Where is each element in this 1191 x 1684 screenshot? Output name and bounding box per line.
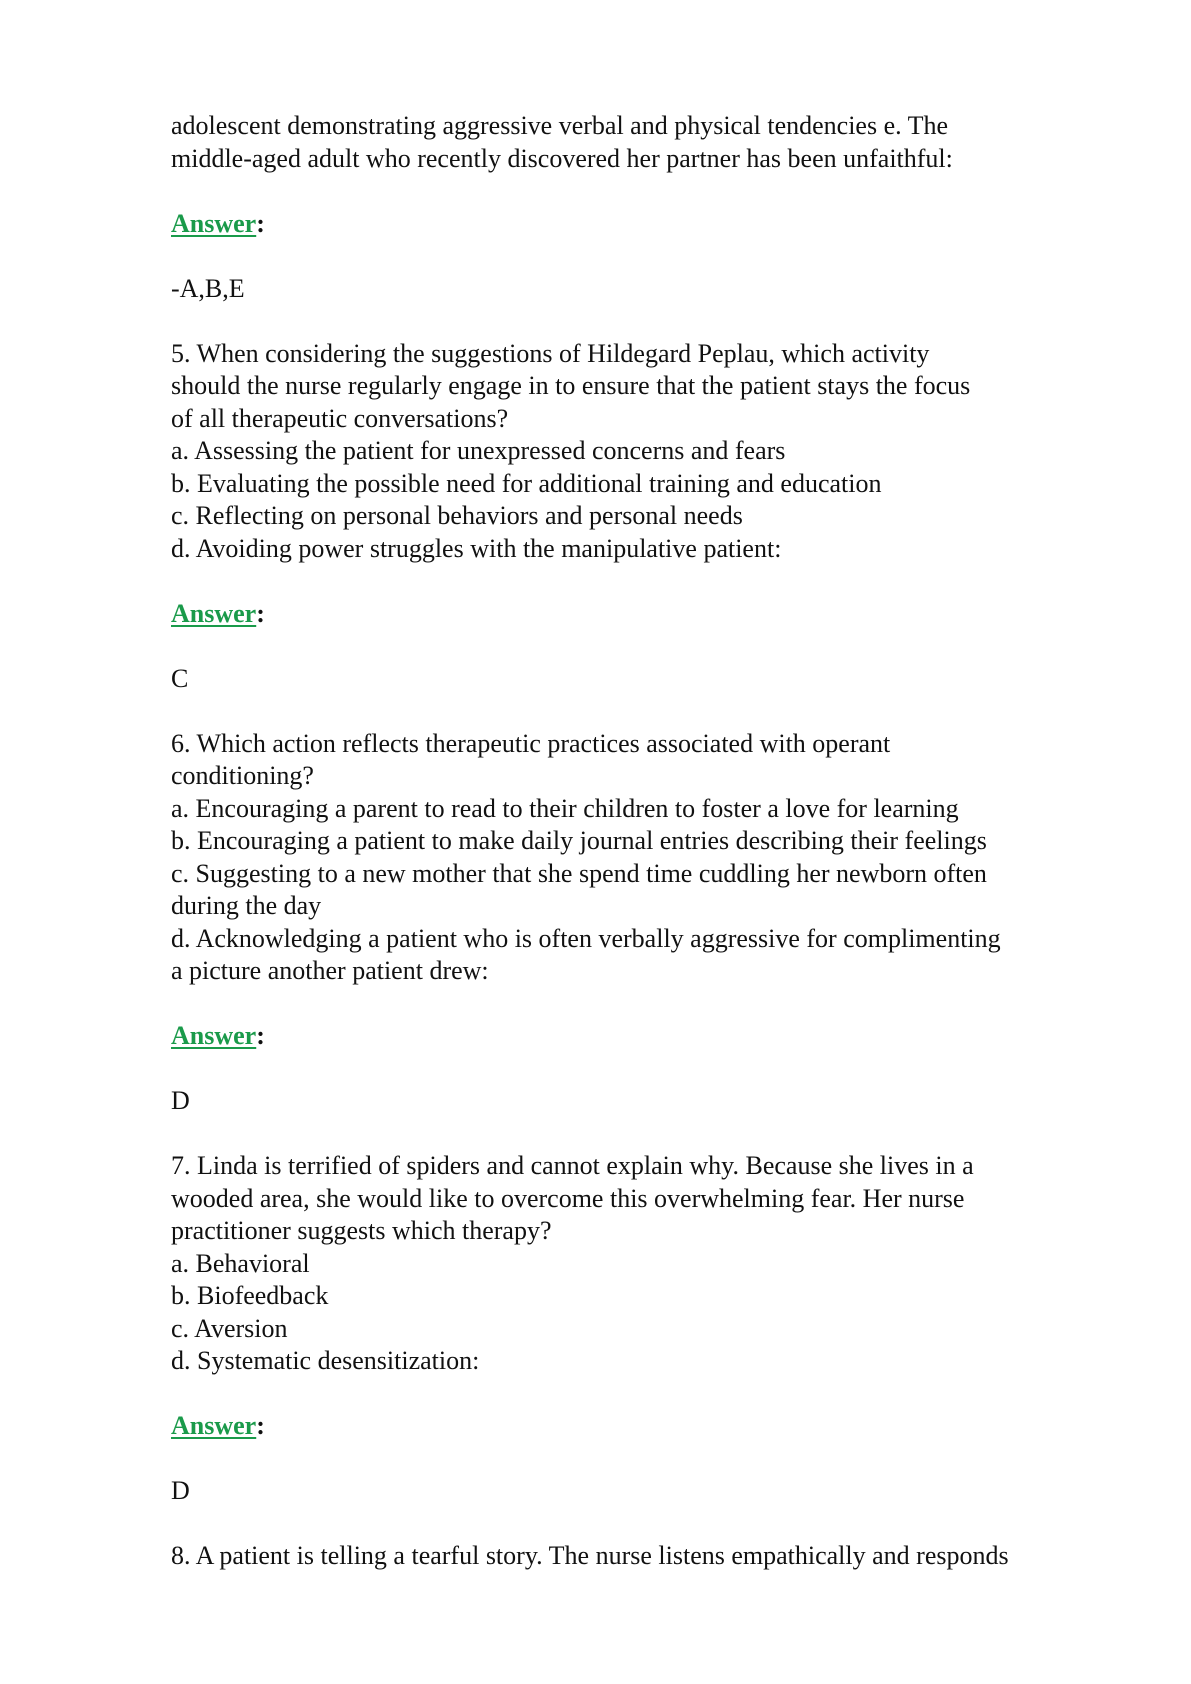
answer-colon: :: [256, 1021, 265, 1050]
question-text: should the nurse regularly engage in to ensure that the patient stays the focus: [171, 371, 971, 400]
question-text: conditioning?: [171, 761, 314, 790]
answer-heading: [171, 1020, 1101, 1053]
question-text: 8. A patient is telling a tearful story. The nurse listens empathically and responds: [171, 1541, 1009, 1570]
option-b: b. Evaluating the possible need for additional training and education: [171, 468, 882, 498]
answer-label: Answer: [171, 208, 257, 238]
answer-label: Answer: [171, 598, 257, 628]
answer-value: D: [171, 1476, 190, 1505]
option-a: a. Assessing the patient for unexpressed concerns and fears: [171, 436, 786, 465]
question-text: 7. Linda is terrified of spiders and cannot explain why. Because she lives in a: [171, 1151, 974, 1180]
document-page: [171, 110, 1101, 1573]
answer-heading: [171, 208, 1101, 241]
answer-value: C: [171, 663, 189, 693]
question-7: [171, 1150, 1101, 1378]
question-6: [171, 728, 1101, 988]
answer-heading: [171, 598, 1101, 631]
option-a: a. Encouraging a parent to read to their children to foster a love for learning: [171, 793, 959, 823]
question-text: practitioner suggests which therapy?: [171, 1216, 552, 1245]
question-text: 6. Which action reflects therapeutic practices associated with operant: [171, 728, 891, 758]
answer-label: Answer: [171, 1411, 257, 1440]
question-4-continuation: [171, 110, 1101, 175]
option-b: b. Biofeedback: [171, 1281, 329, 1310]
option-c: c. Aversion: [171, 1313, 288, 1343]
question-text: wooded area, she would like to overcome this overwhelming fear. Her nurse: [171, 1183, 965, 1213]
option-c-continued: during the day: [171, 891, 322, 920]
question-5: [171, 338, 1101, 566]
option-b: b. Encouraging a patient to make daily journal entries describing their feelings: [171, 826, 987, 855]
text-line: adolescent demonstrating aggressive verbal and physical tendencies e. The: [171, 111, 949, 140]
option-c: c. Suggesting to a new mother that she spend time cuddling her newborn often: [171, 858, 987, 888]
answer-value: D: [171, 1086, 190, 1115]
option-a: a. Behavioral: [171, 1248, 310, 1278]
option-d: d. Avoiding power struggles with the manipulative patient:: [171, 533, 782, 563]
answer-value: -A,B,E: [171, 273, 245, 303]
option-c: c. Reflecting on personal behaviors and personal needs: [171, 501, 743, 530]
option-d-continued: a picture another patient drew:: [171, 956, 489, 985]
answer-colon: :: [256, 208, 265, 238]
question-8: [171, 1540, 1101, 1573]
answer-label: Answer: [171, 1021, 257, 1050]
answer-colon: :: [256, 598, 265, 628]
question-text: 5. When considering the suggestions of Hildegard Peplau, which activity: [171, 338, 930, 368]
question-text: of all therapeutic conversations?: [171, 403, 509, 433]
option-d: d. Acknowledging a patient who is often verbally aggressive for complimenting: [171, 923, 1001, 953]
answer-heading: [171, 1410, 1101, 1443]
text-line: middle-aged adult who recently discovered her partner has been unfaithful:: [171, 143, 953, 173]
answer-colon: :: [256, 1411, 265, 1440]
option-d: d. Systematic desensitization:: [171, 1346, 480, 1375]
